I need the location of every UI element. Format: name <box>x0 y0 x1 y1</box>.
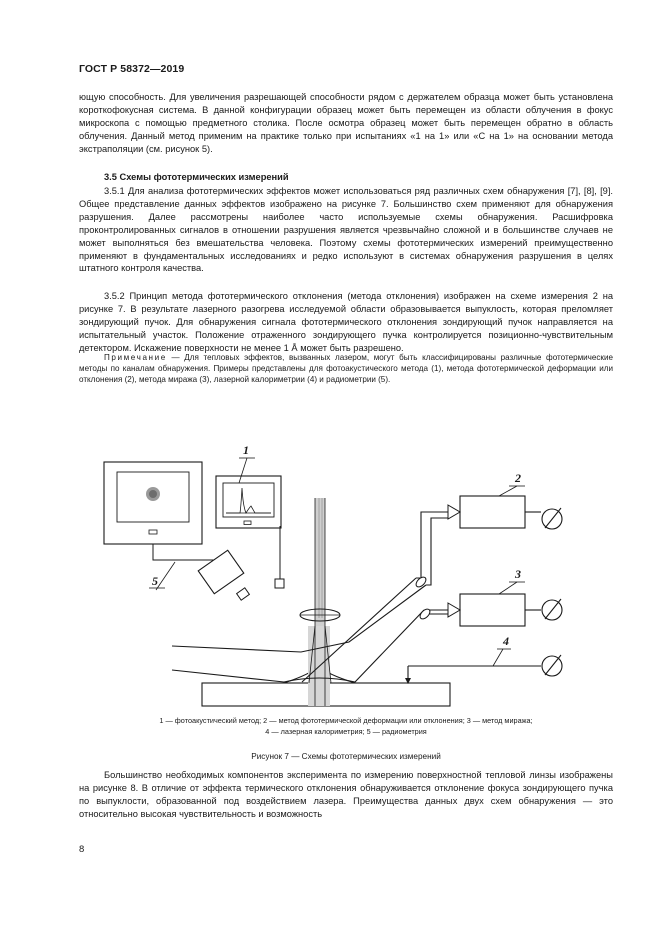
figure-label-1: 1 <box>243 443 249 457</box>
note-label: Примечание <box>104 353 167 362</box>
monitor-left <box>104 462 202 544</box>
monitor-right <box>216 476 281 528</box>
detector-box-2 <box>460 496 525 528</box>
page-number: 8 <box>79 844 85 855</box>
paragraph-3-5-2: 3.5.2 Принцип метода фототермического отклонения (метода отклонения) изображен на схеме измерения 2 на рисунке 7. В результате лазерного разогрева исследуемой области образовывается выпуклость, которая преломляет зондирующий пучок. Для обнаружения сигнала фототермического отклонения зондирующий пучок направляется на испытательный участок. Положение отраженного зондирующего пучка контролируется позиционно-чувствительным детектором. Искажение поверхности не менее 1 Å может быть разрешено. <box>79 291 613 353</box>
microphone-sensor <box>275 579 284 588</box>
figure-caption: Рисунок 7 — Схемы фототермических измерений <box>251 752 441 761</box>
figure-label-3: 3 <box>515 567 521 581</box>
note-text: — Для тепловых эффектов, вызванных лазером, могут быть классифицированы различные фототермические методы по каналам обнаружения. Примеры представлены для фотоакустического метода (1), метода фототермической деформации или отклонения (2), метода миража (3), лазерной калориметрии (4) и радиометрии (5). <box>79 353 613 385</box>
legend-line-2: 4 — лазерная калориметрия; 5 — радиометрия <box>265 726 427 736</box>
detector-box-3 <box>460 594 525 626</box>
paragraph-final: Большинство необходимых компонентов эксперимента по измерению поверхностной тепловой линзы изображены на рисунке 8. В отличие от эффекта термического отклонения обнаруживается отклонение фокуса зондирующего пучка по выпуклости, образованной под воздействием лазера. Преимущества данных двух схем обнаружения — это относительно высокая чувствительность и возможность <box>79 770 613 819</box>
section-title: 3.5 Схемы фототермических измерений <box>104 172 289 182</box>
figure-label-5: 5 <box>152 574 158 588</box>
figure-label-2: 2 <box>515 471 521 485</box>
radiometer-detector <box>198 550 249 600</box>
legend-line-1: 1 — фотоакустический метод; 2 — метод фототермической деформации или отклонения; 3 — метод миража; <box>159 716 533 725</box>
paragraph-3-5-1: 3.5.1 Для анализа фототермических эффектов может использоваться ряд различных схем обнаружения [7], [8], [9]. Общее представление данных эффектов изображено на рисунке 7. Большинство схем применяют для обнаружения разрушения. Далее рассмотрены наиболее часто используемые схемы обнаружения. Расшифровка проконтролированных сигналов в отношении разрушения является чрезвычайно сложной и в большинстве случаев не может выполняться без вмешательства человека. Поэтому схемы фототермических измерений преимущественно применяют в фундаментальных исследованиях и редко используют в системах обнаружения разрушения в целях штатного контроля качества. <box>79 186 613 274</box>
figure-label-4: 4 <box>503 634 509 648</box>
figure-legend <box>79 716 613 737</box>
paragraph-continuation: ющую способность. Для увеличения разрешающей способности рядом с держателем образца может быть установлена короткофокусная система. В данной конфигурации образец может быть перемещен из области облучения в фокус микроскопа с помощью предметного столика. После осмотра образец может быть перемещен обратно в область облучения. Данный метод применим на практике только при испытаниях «1 на 1» или «С на 1» на основании метода экстраполяции (см. рисунок 5). <box>79 92 613 154</box>
note <box>79 352 613 386</box>
figure-7-diagram <box>79 438 614 712</box>
document-header: ГОСТ Р 58372—2019 <box>79 63 185 75</box>
